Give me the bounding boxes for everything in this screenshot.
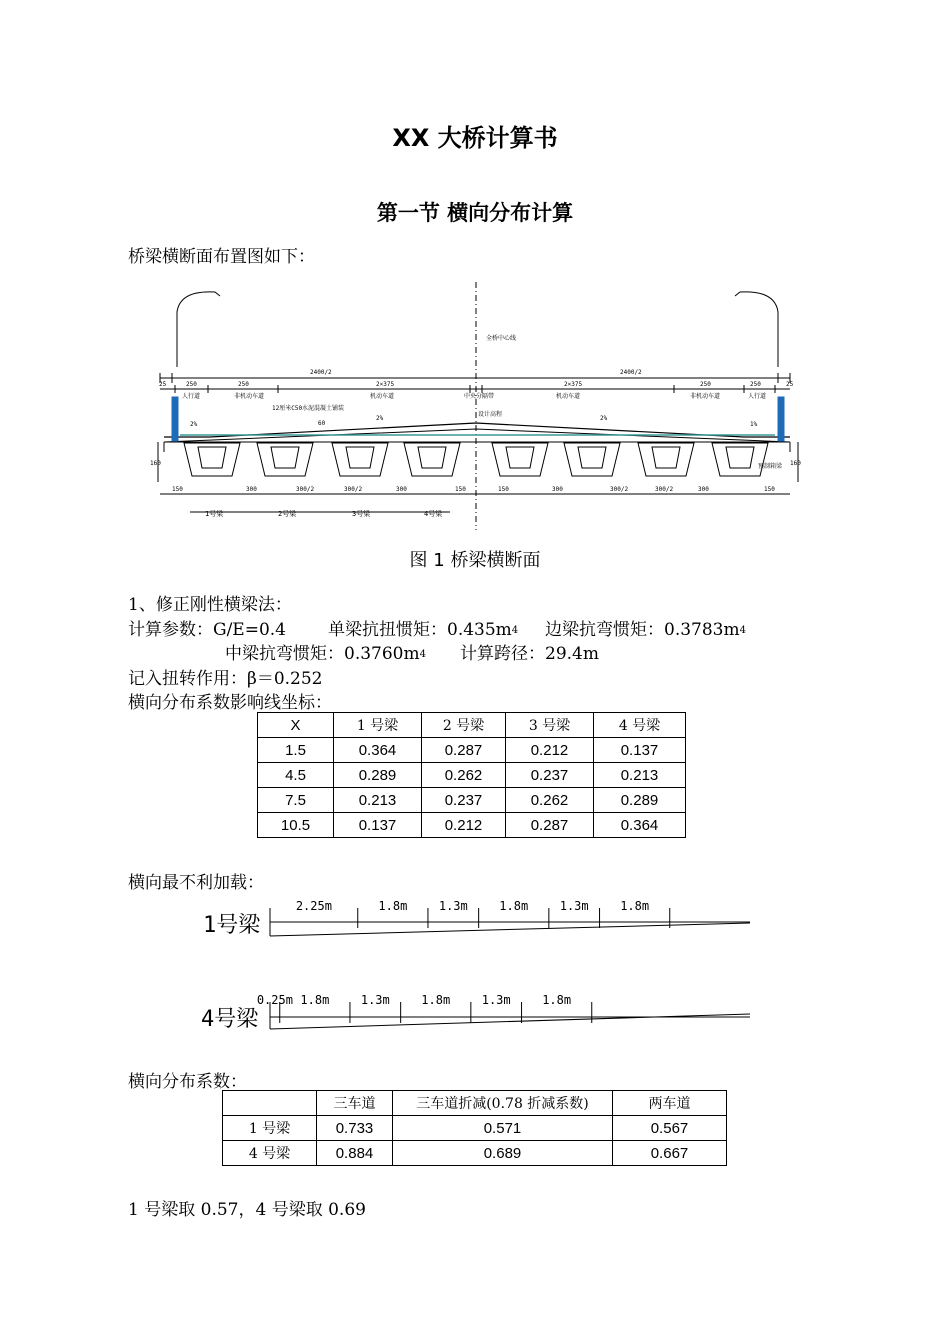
load-spacing-label: 1.8m: [542, 993, 572, 1007]
table-cell: 0.213: [334, 788, 422, 813]
table-header-cell: 1 号梁: [334, 713, 422, 738]
load-spacing-label: 1.8m: [300, 993, 330, 1007]
beam1-label: 1号梁: [203, 913, 261, 938]
label-sidewalk-w-right: 250: [750, 381, 761, 388]
box-girder: [404, 443, 460, 476]
label-design-elev: 设计高程: [478, 411, 503, 418]
table-cell: 0.364: [334, 738, 422, 763]
bottom-dim-label: 300: [552, 486, 563, 493]
bottom-dim-label: 150: [764, 486, 775, 493]
table-cell: 0.212: [422, 813, 506, 838]
table-row: [258, 813, 686, 838]
table-cell: 0.262: [506, 788, 594, 813]
lamp-post-right: [735, 292, 778, 367]
railing-right: [778, 397, 784, 441]
beam-number-label: 1号梁: [205, 510, 224, 518]
table-cell: 0.571: [393, 1116, 613, 1141]
load-spacing-label: 1.8m: [499, 899, 529, 913]
load-spacing-label: 1.3m: [438, 899, 468, 913]
box-girder: [257, 443, 313, 476]
label-slope-edge-right: 1%: [750, 421, 758, 428]
bottom-dim-label: 300/2: [610, 486, 629, 493]
bottom-dim-label: 300/2: [344, 486, 363, 493]
table-cell: 0.667: [613, 1141, 727, 1166]
label-dim60: 60: [318, 420, 326, 427]
load-spacing-label: 1.3m: [360, 993, 390, 1007]
table-header-row: [223, 1091, 727, 1116]
conclusion-text: 1 号梁取 0.57，4 号梁取 0.69: [128, 1200, 366, 1220]
beta-line: 记入扭转作用：β＝0.252: [128, 669, 323, 689]
bottom-dim-label: 150: [172, 486, 183, 493]
label-nonmotor-w-right: 250: [700, 381, 711, 388]
loading-heading: 横向最不利加载：: [128, 873, 264, 893]
table-cell: 0.289: [594, 788, 686, 813]
table-cell: 0.287: [422, 738, 506, 763]
beam-number-label: 2号梁: [278, 510, 297, 518]
label-slope-edge-left: 2%: [190, 421, 198, 428]
table-cell: 0.289: [334, 763, 422, 788]
label-motor-right: 机动车道: [556, 393, 581, 400]
label-sidewalk-right: 人行道: [748, 393, 767, 400]
box-girder: [712, 443, 768, 476]
label-height-right: 160: [790, 460, 801, 467]
coef-heading: 横向分布系数：: [128, 1072, 247, 1092]
table-cell: 0.237: [422, 788, 506, 813]
table-row: [258, 763, 686, 788]
box-girder-void: [271, 447, 299, 468]
table-cell: 1.5: [258, 738, 334, 763]
table-header-cell: X: [258, 713, 334, 738]
table-cell: 0.137: [334, 813, 422, 838]
loading-diagrams: [195, 892, 755, 1042]
table-header-cell: 4 号梁: [594, 713, 686, 738]
table-cell: 0.567: [613, 1116, 727, 1141]
method-heading: 1、修正刚性横梁法：: [128, 595, 292, 615]
table-header-cell: [223, 1091, 317, 1116]
table-cell: 0.364: [594, 813, 686, 838]
label-motor-w-right: 2×375: [564, 381, 583, 388]
influence-table: [257, 712, 686, 838]
label-half-left: 2400/2: [310, 369, 332, 376]
table-header-cell: 2 号梁: [422, 713, 506, 738]
label-sidewalk-w: 250: [186, 381, 197, 388]
load-spacing-label: 1.3m: [481, 993, 511, 1007]
table-row: [223, 1116, 727, 1141]
beam-number-label: 4号梁: [424, 510, 443, 518]
table-cell: 0.884: [317, 1141, 393, 1166]
table-cell: 7.5: [258, 788, 334, 813]
box-girder-void: [652, 447, 680, 468]
lamp-post-left: [177, 292, 220, 367]
figure-caption: 图 1 桥梁横断面: [409, 550, 541, 571]
bottom-dim-label: 300: [396, 486, 407, 493]
bottom-dim-label: 150: [455, 486, 466, 493]
label-nonmotor-left: 非机动车道: [234, 393, 265, 400]
label-median: 中央分隔带: [464, 393, 495, 400]
table-cell: 0.212: [506, 738, 594, 763]
edge-bending-param: 边梁抗弯惯矩：$0.3783m^4$: [545, 620, 746, 640]
table-header-cell: 三车道折减(0.78 折减系数): [393, 1091, 613, 1116]
table-cell: 0.262: [422, 763, 506, 788]
table-cell: 0.689: [393, 1141, 613, 1166]
coefficient-table: [222, 1090, 727, 1166]
box-girder: [638, 443, 694, 476]
railing-left: [172, 397, 178, 441]
label-prefab: 预制箱梁: [758, 463, 783, 470]
table-row: [258, 788, 686, 813]
load-spacing-label: 1.8m: [378, 899, 408, 913]
bottom-dim-label: 300/2: [296, 486, 315, 493]
table-header-row: [258, 713, 686, 738]
label-slope-right: 2%: [600, 415, 608, 422]
label-motor-w-left: 2×375: [376, 381, 395, 388]
box-girder-void: [418, 447, 446, 468]
beam-number-label: 3号梁: [352, 510, 371, 518]
load-spacing-label: 1.3m: [559, 899, 589, 913]
label-slope-left: 2%: [376, 415, 384, 422]
bridge-cross-section-figure: [150, 282, 810, 532]
label-edge-left: 25: [159, 381, 167, 388]
box-girder: [564, 443, 620, 476]
box-girder-void: [346, 447, 374, 468]
params-label: 计算参数：G/E=0.4: [128, 620, 286, 640]
beam4-label: 4号梁: [201, 1007, 259, 1032]
table-header-cell: 三车道: [317, 1091, 393, 1116]
document-title: XX 大桥计算书: [392, 124, 558, 152]
table-cell: 0.137: [594, 738, 686, 763]
box-girder: [332, 443, 388, 476]
table-header-cell: 两车道: [613, 1091, 727, 1116]
bottom-dim-label: 300: [698, 486, 709, 493]
mid-bending-param: 中梁抗弯惯矩：$0.3760m^4$: [225, 644, 426, 664]
label-motor-left: 机动车道: [370, 393, 395, 400]
label-height-left: 160: [150, 460, 161, 467]
intro-text: 桥梁横断面布置图如下：: [128, 247, 315, 267]
bottom-dim-label: 150: [498, 486, 509, 493]
load-spacing-label: 1.8m: [421, 993, 451, 1007]
table-cell: 0.733: [317, 1116, 393, 1141]
load-spacing-label: 1.8m: [620, 899, 650, 913]
box-girder-void: [578, 447, 606, 468]
table-row: [223, 1141, 727, 1166]
table-row: [258, 738, 686, 763]
load-spacing-label: 0.25m: [256, 993, 293, 1007]
span-param: 计算跨径：29.4m: [460, 644, 599, 664]
box-girder: [492, 443, 548, 476]
label-half-right: 2400/2: [620, 369, 642, 376]
label-nonmotor-w: 250: [238, 381, 249, 388]
table-cell: 4 号梁: [223, 1141, 317, 1166]
influence-heading: 横向分布系数影响线坐标：: [128, 693, 332, 713]
torsion-param: 单梁抗扭惯矩：$0.435m^4$: [328, 620, 519, 640]
table-header-cell: 3 号梁: [506, 713, 594, 738]
label-center: 全桥中心线: [486, 335, 517, 342]
table-cell: 10.5: [258, 813, 334, 838]
bottom-dim-label: 300: [246, 486, 257, 493]
box-girder-void: [506, 447, 534, 468]
table-cell: 0.213: [594, 763, 686, 788]
box-girder-void: [198, 447, 226, 468]
table-cell: 4.5: [258, 763, 334, 788]
box-girder: [184, 443, 240, 476]
label-nonmotor-right: 非机动车道: [690, 393, 721, 400]
label-sidewalk-left: 人行道: [182, 393, 201, 400]
section-title: 第一节 横向分布计算: [376, 201, 574, 225]
bottom-dim-label: 300/2: [655, 486, 674, 493]
label-edge-right: 25: [786, 381, 794, 388]
box-girder-void: [726, 447, 754, 468]
table-cell: 0.237: [506, 763, 594, 788]
label-paving: 12厘米C50水泥混凝土铺装: [272, 405, 345, 412]
load-spacing-label: 2.25m: [295, 899, 332, 913]
table-cell: 0.287: [506, 813, 594, 838]
table-cell: 1 号梁: [223, 1116, 317, 1141]
